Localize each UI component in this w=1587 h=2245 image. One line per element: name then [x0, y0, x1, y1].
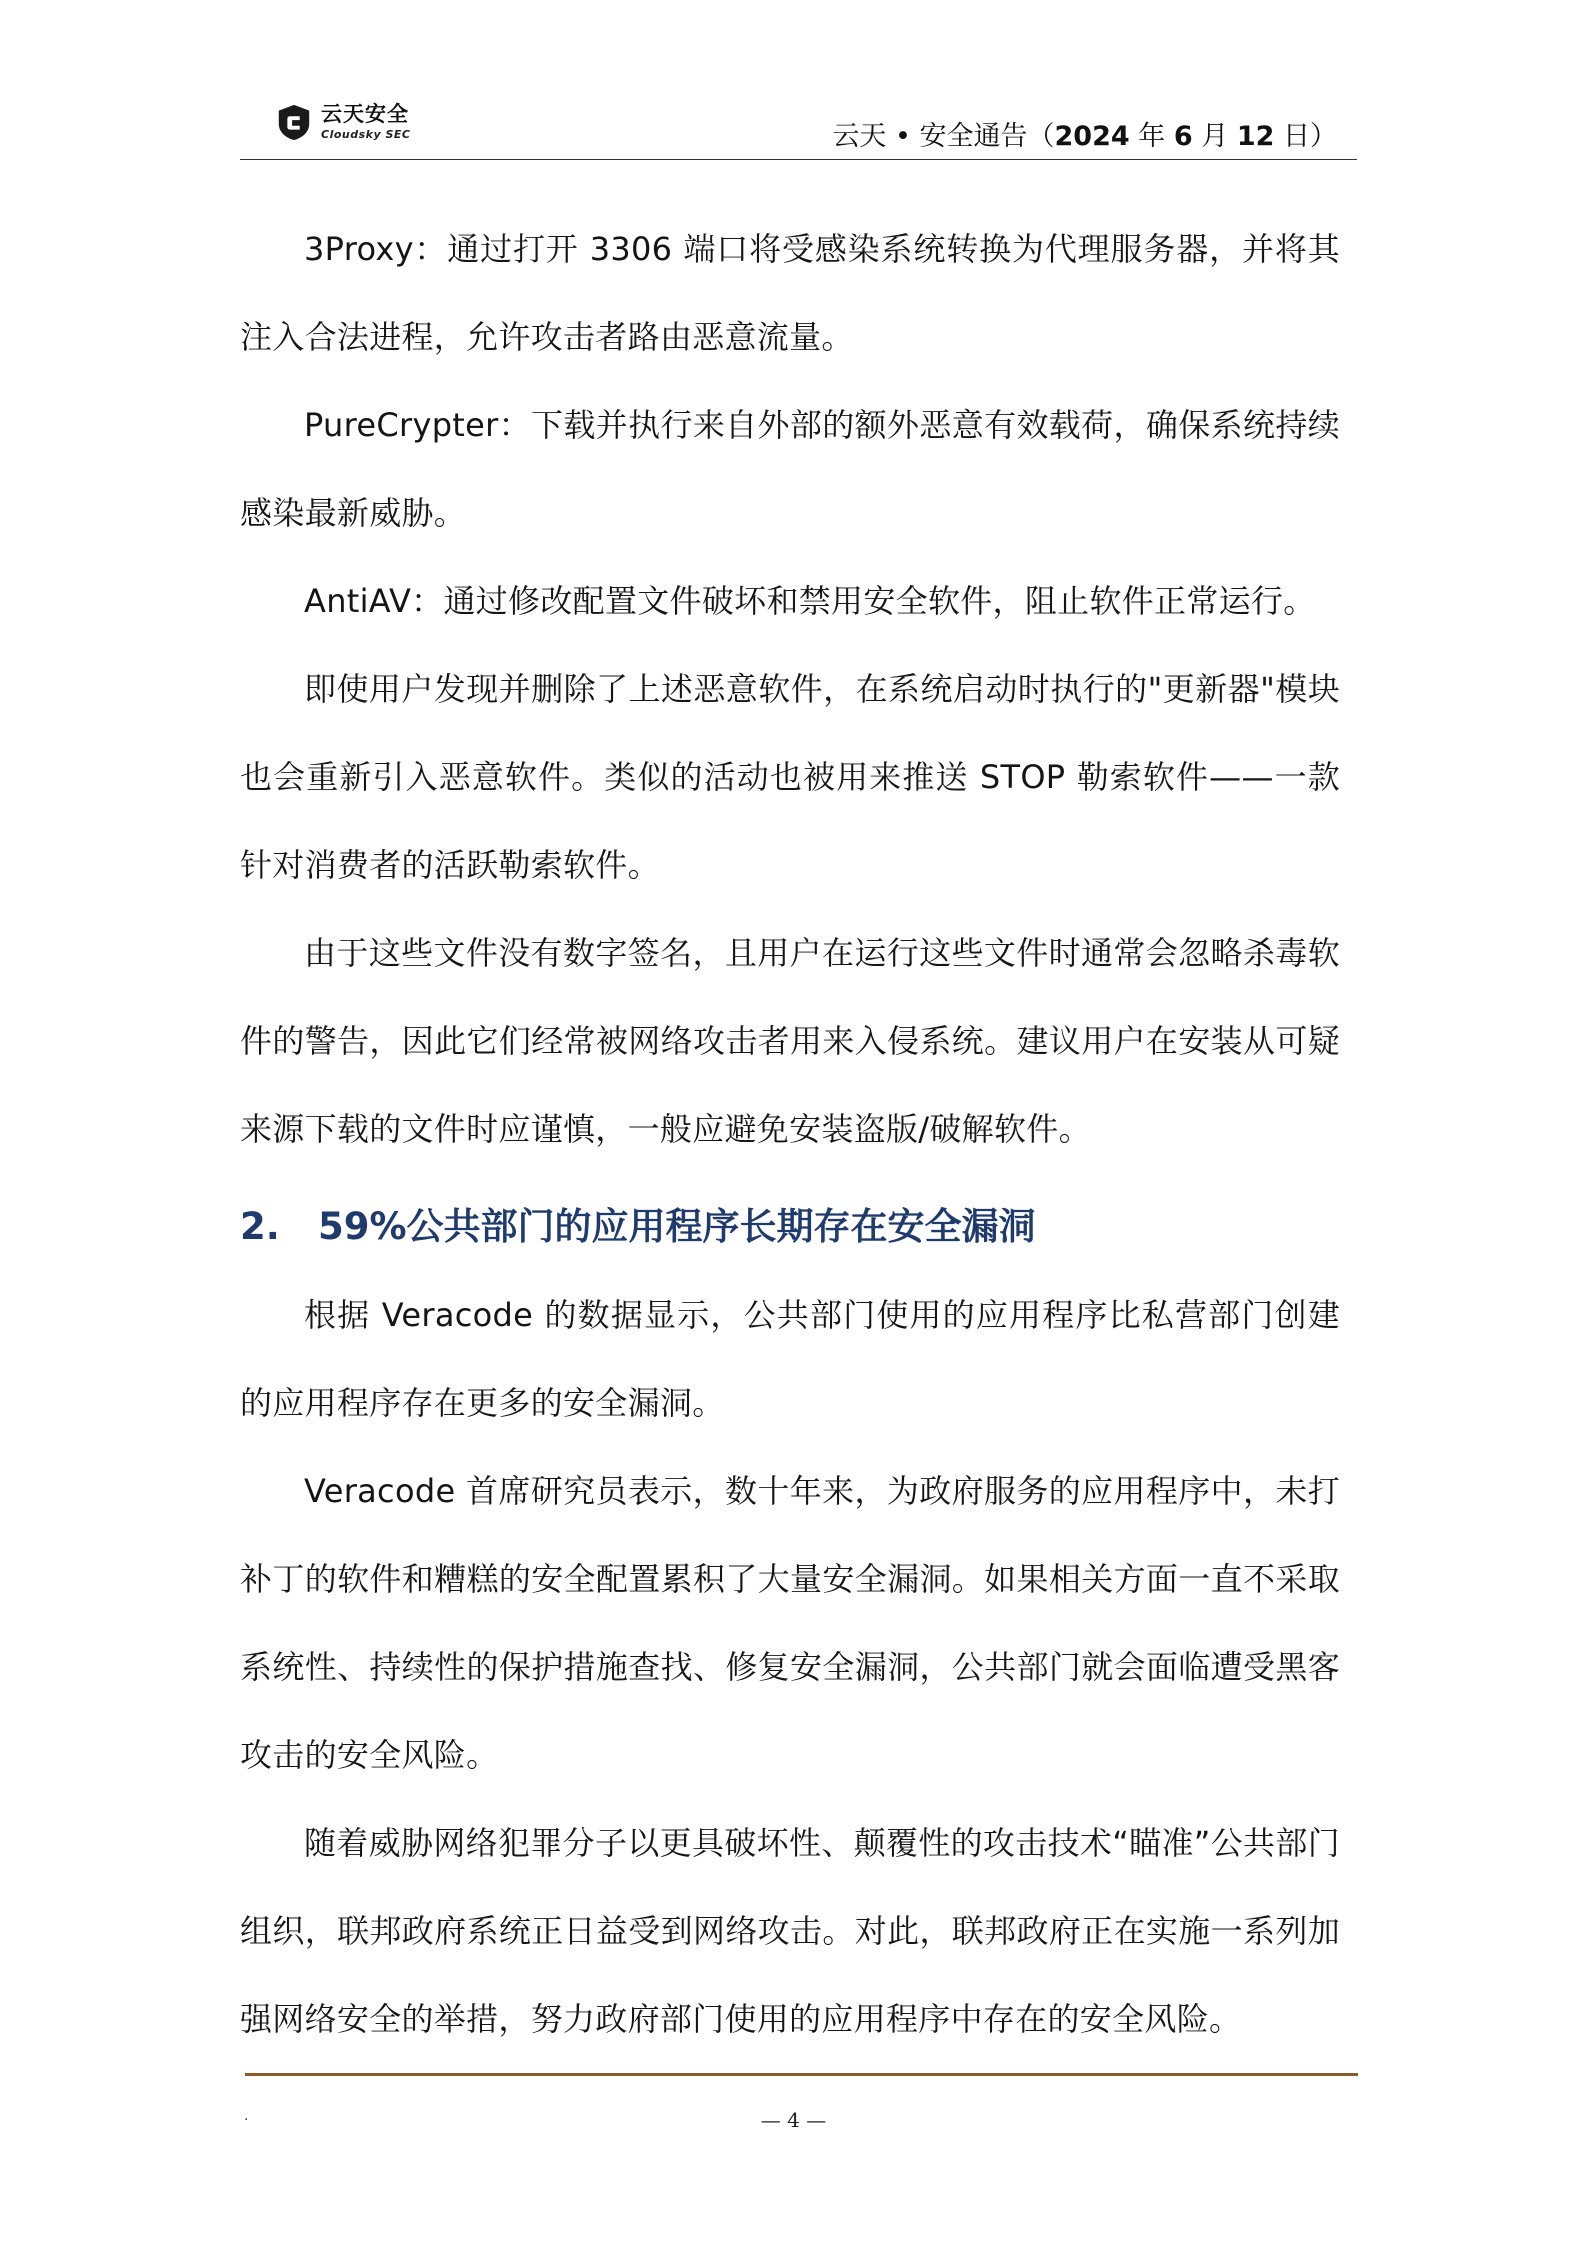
- page-number: — 4 —: [760, 2108, 827, 2132]
- logo-chinese-name: 云天安全: [321, 102, 409, 126]
- paragraph-federal-measures: 随着威胁网络犯罪分子以更具破坏性、颠覆性的攻击技术“瞄准”公共部门组织，联邦政府系统正日益受到网络攻击。对此，联邦政府正在实施一系列加强网络安全的举措，努力政府部门使用的应用程序中存在的安全风险。: [240, 1824, 1340, 2038]
- section-heading: [240, 1173, 1340, 1271]
- paragraph-updater: 即使用户发现并删除了上述恶意软件，在系统启动时执行的"更新器"模块也会重新引入恶意软件。类似的活动也被用来推送 STOP 勒索软件——一款针对消费者的活跃勒索软件。: [240, 670, 1340, 884]
- footer-dot: .: [244, 2108, 249, 2124]
- header-year-unit: 年: [1138, 121, 1166, 152]
- company-logo: [275, 100, 410, 144]
- page-content: [240, 205, 1340, 2063]
- header-title: [832, 114, 1337, 153]
- section-number: 2.: [240, 1205, 280, 1248]
- header-divider: [240, 159, 1357, 160]
- paragraph-purecrypter: PureCrypter：下载并执行来自外部的额外恶意有效载荷，确保系统持续感染最新威胁。: [240, 406, 1340, 532]
- header-month: 6: [1173, 121, 1193, 152]
- shield-logo-icon: [275, 103, 313, 141]
- paragraph-advice: 由于这些文件没有数字签名，且用户在运行这些文件时通常会忽略杀毒软件的警告，因此它们经常被网络攻击者用来入侵系统。建议用户在安装从可疑来源下载的文件时应谨慎，一般应避免安装盗版/破解软件。: [240, 934, 1340, 1148]
- header-month-unit: 月: [1201, 121, 1229, 152]
- section-title: 59%公共部门的应用程序长期存在安全漏洞: [318, 1205, 1036, 1248]
- header-year: 2024: [1054, 121, 1130, 152]
- paragraph-veracode-researcher: Veracode 首席研究员表示，数十年来，为政府服务的应用程序中，未打补丁的软件和糟糕的安全配置累积了大量安全漏洞。如果相关方面一直不采取系统性、持续性的保护措施查找、修复安全漏洞，公共部门就会面临遭受黑客攻击的安全风险。: [240, 1472, 1340, 1774]
- header-day-unit: 日）: [1283, 121, 1337, 152]
- header-title-prefix: 云天 • 安全通告（: [832, 121, 1055, 152]
- paragraph-3proxy: 3Proxy：通过打开 3306 端口将受感染系统转换为代理服务器，并将其注入合法进程，允许攻击者路由恶意流量。: [240, 230, 1340, 356]
- header-day: 12: [1236, 121, 1275, 152]
- paragraph-antiav: AntiAV：通过修改配置文件破坏和禁用安全软件，阻止软件正常运行。: [304, 582, 1316, 620]
- logo-english-name: Cloudsky SEC: [321, 128, 411, 141]
- footer-divider: [245, 2073, 1358, 2076]
- paragraph-veracode-data: 根据 Veracode 的数据显示，公共部门使用的应用程序比私营部门创建的应用程序存在更多的安全漏洞。: [240, 1296, 1340, 1422]
